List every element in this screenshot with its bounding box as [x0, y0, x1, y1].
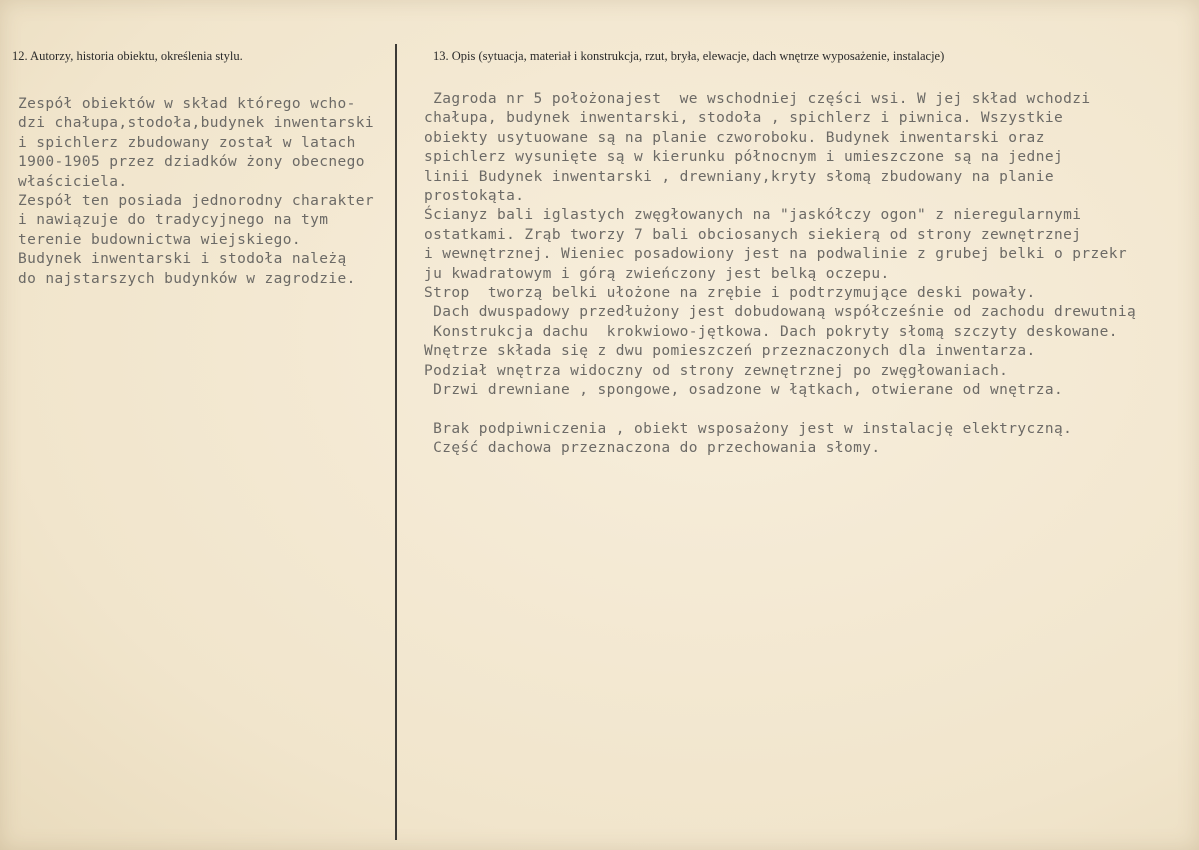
text-line: ju kwadratowym i górą zwieńczony jest belką oczepu.: [424, 265, 890, 282]
text-line: terenie budownictwa wiejskiego.: [18, 231, 302, 248]
text-line: prostokąta.: [424, 188, 525, 205]
text-line: Dach dwuspadowy przedłużony jest dobudowaną współcześnie od zachodu drewutnią: [424, 304, 1137, 321]
text-line: i nawiązuje do tradycyjnego na tym: [18, 212, 329, 229]
text-line: 1900-1905 przez dziadków żony obecnego: [18, 154, 365, 171]
text-line: do najstarszych budynków w zagrodzie.: [18, 270, 356, 287]
text-line: Podział wnętrza widoczny od strony zewnętrznej po zwęgłowaniach.: [424, 362, 1009, 379]
text-line: Zagroda nr 5 położonajest we wschodniej części wsi. W jej skład wchodzi: [424, 91, 1091, 107]
text-line: Brak podpiwniczenia , obiekt wsposażony jest w instalację elektryczną.: [424, 420, 1073, 437]
text-line: Konstrukcja dachu krokwiowo-jętkowa. Dach pokryty słomą szczyty deskowane.: [424, 323, 1118, 340]
text-line: Strop tworzą belki ułożone na zrębie i podtrzymujące deski powały.: [424, 285, 1036, 302]
text-line: Część dachowa przeznaczona do przechowania słomy.: [424, 439, 881, 456]
description-text: [424, 90, 1196, 458]
authors-history-text: [18, 95, 393, 289]
text-line: Wnętrze składa się z dwu pomieszczeń przeznaczonych dla inwentarza.: [424, 343, 1036, 360]
text-line: i wewnętrznej. Wieniec posadowiony jest na podwalinie z grubej belki o przekr: [424, 246, 1127, 263]
column-divider: [395, 44, 397, 840]
section-13-heading: 13. Opis (sytuacja, materiał i konstrukcja, rzut, bryła, elewacje, dach wnętrze wyposażenie, instalacje): [433, 49, 945, 63]
text-line: Budynek inwentarski i stodoła należą: [18, 251, 347, 268]
text-line: chałupa, budynek inwentarski, stodoła , spichlerz i piwnica. Wszystkie: [424, 110, 1064, 127]
section-12-heading: 12. Autorzy, historia obiektu, określenia stylu.: [12, 49, 243, 63]
text-line: Zespół ten posiada jednorodny charakter: [18, 193, 375, 210]
text-line: [424, 401, 1196, 420]
text-line: właściciela.: [18, 173, 128, 190]
text-line: obiekty usytuowane są na planie czworoboku. Budynek inwentarski oraz: [424, 129, 1045, 146]
text-line: i spichlerz zbudowany został w latach: [18, 134, 356, 151]
text-line: ostatkami. Zrąb tworzy 7 bali obciosanych siekierą od strony zewnętrznej: [424, 226, 1082, 243]
text-line: linii Budynek inwentarski , drewniany,kryty słomą zbudowany na planie: [424, 168, 1054, 185]
text-line: Ścianyz bali iglastych zwęgłowanych na "jaskółczy ogon" z nieregularnymi: [424, 207, 1082, 224]
text-line: dzi chałupa,stodoła,budynek inwentarski: [18, 115, 375, 132]
text-line: spichlerz wysunięte są w kierunku północnym i umieszczone są na jednej: [424, 149, 1064, 166]
text-line: Drzwi drewniane , spongowe, osadzone w łątkach, otwierane od wnętrza.: [424, 382, 1064, 399]
text-line: Zespół obiektów w skład którego wcho-: [18, 96, 356, 112]
